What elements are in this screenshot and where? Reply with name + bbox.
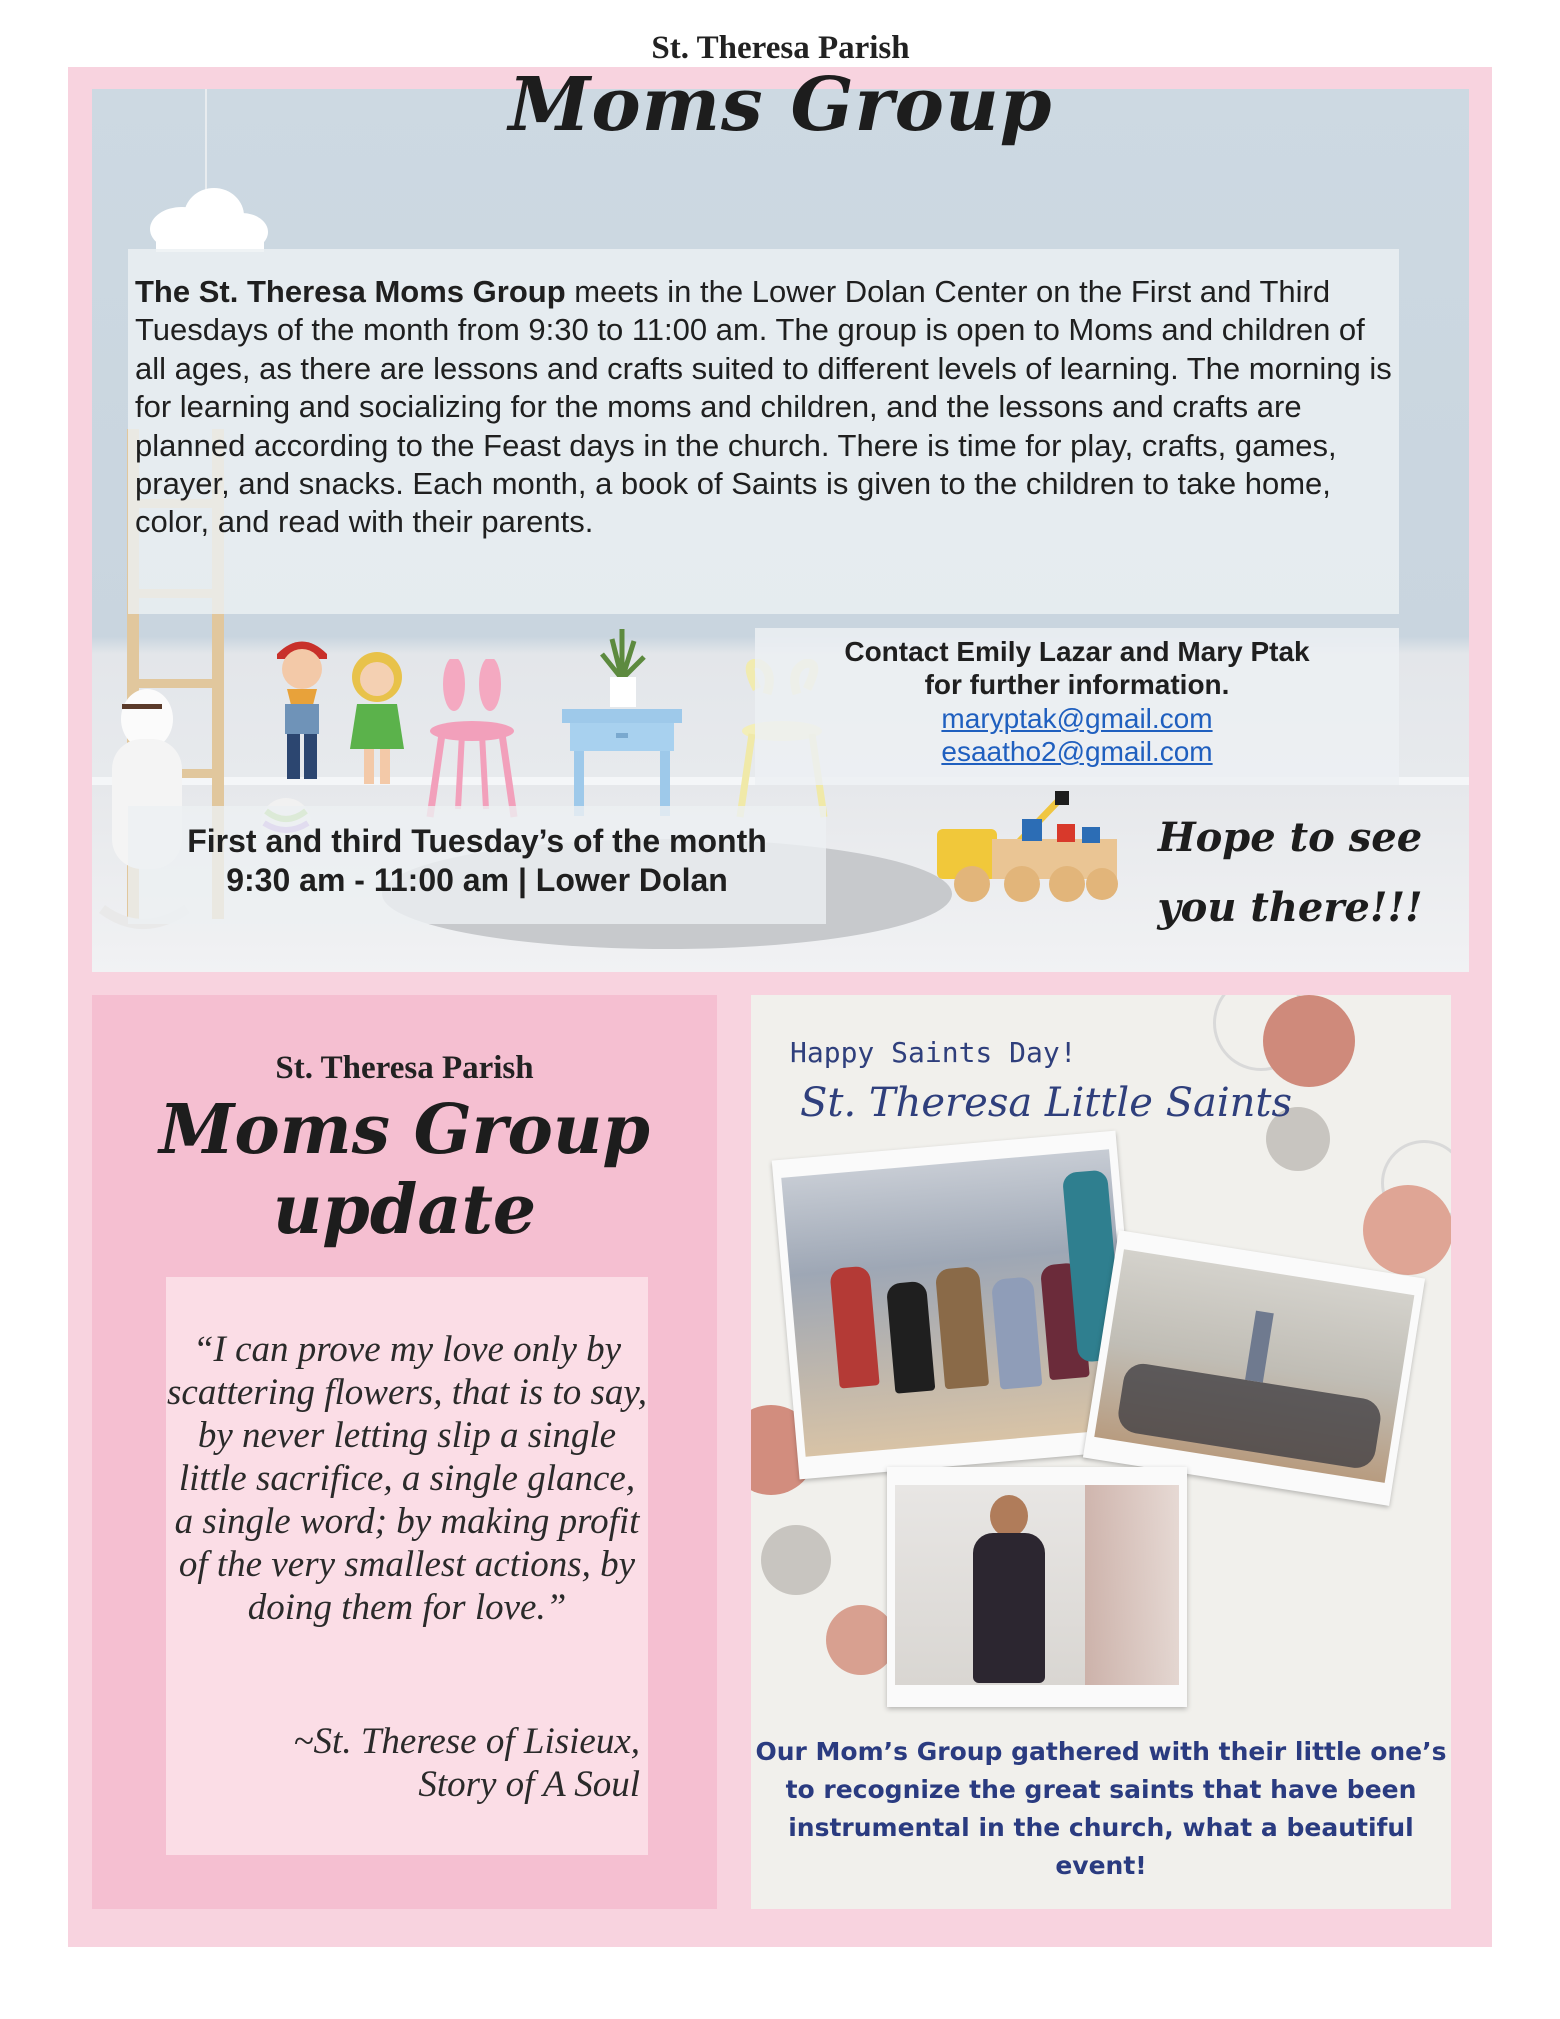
contact-subheading: for further information. [924, 669, 1230, 700]
hope-to-see-you-text [1130, 803, 1450, 943]
attribution-author: ~St. Therese of Lisieux, [293, 1721, 640, 1762]
blue-table-image [562, 709, 682, 819]
decor-circle [826, 1605, 896, 1675]
potted-plant-image [572, 629, 672, 709]
intro-paragraph [135, 273, 1395, 542]
contact-heading: Contact Emily Lazar and Mary Ptak [844, 636, 1310, 667]
top-main-title: Moms Group [508, 62, 1053, 148]
top-parish-name: St. Theresa Parish [651, 30, 910, 66]
email-link-esaatho2[interactable]: esaatho2@gmail.com [941, 736, 1213, 767]
happy-saints-day-heading: Happy Saints Day! [790, 1036, 1077, 1069]
saint-quote: “I can prove my love only by scattering flowers, that is to say, by never letting slip a single little sacrifice, a single glance, a single word; by making profit of the very smallest actions, by doing them for love.” [167, 1329, 647, 1628]
pink-bunny-chair-image [422, 659, 522, 819]
schedule-time-location: 9:30 am - 11:00 am | Lower Dolan [226, 862, 728, 898]
little-saints-title: St. Theresa Little Saints [800, 1080, 1292, 1126]
update-title-line2: update [272, 1170, 537, 1250]
quote-attribution [166, 1720, 640, 1806]
email-link-maryptak[interactable]: maryptak@gmail.com [941, 703, 1213, 734]
attribution-source: Story of A Soul [418, 1764, 640, 1805]
saints-day-caption: Our Mom’s Group gathered with their little one’s to recognize the great saints that have been instrumental in the church, what a beautiful event! [755, 1737, 1447, 1880]
decor-circle [1363, 1185, 1451, 1275]
boy-doll-image [267, 634, 337, 789]
decor-circle [1263, 995, 1355, 1087]
update-parish-name: St. Theresa Parish [275, 1050, 534, 1086]
intro-bold-lead: The St. Theresa Moms Group [135, 274, 566, 309]
update-title: Moms Group [159, 1090, 650, 1170]
schedule-days: First and third Tuesday’s of the month [187, 823, 767, 859]
toy-truck-image [937, 789, 1122, 909]
saints-photo-hall [1083, 1230, 1425, 1506]
cloud-icon [142, 184, 272, 254]
decor-circle [761, 1525, 831, 1595]
saints-photo-friar [887, 1467, 1187, 1707]
hope-line-2: you there!!! [1157, 884, 1423, 931]
hope-line-1: Hope to see [1157, 814, 1423, 861]
intro-body: meets in the Lower Dolan Center on the First and Third Tuesdays of the month from 9:30 to 11:00 am. The group is open to Moms and children of all ages, as there are lessons and crafts suited to different levels of learning. The morning is for learning and socializing for the moms and children, and the lessons and crafts are planned according to the Feast days in the church. There is time for play, crafts, games, prayer, and snacks. Each month, a book of Saints is given to the children to take home, color, and read with their parents. [135, 274, 1392, 540]
girl-doll-image [342, 649, 412, 789]
